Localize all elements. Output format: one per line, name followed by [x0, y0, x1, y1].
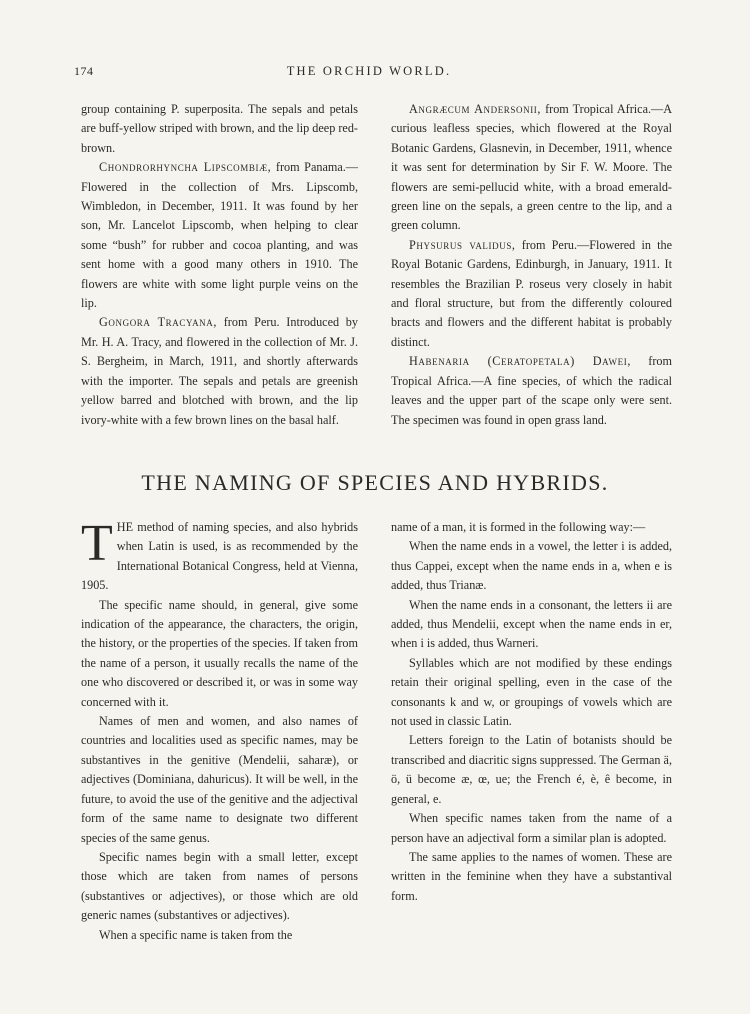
paragraph: Specific names begin with a small letter, except those which are taken from names of persons (substantives or adjectives), or those which are old generic names (substantives or adjectives).	[81, 849, 358, 923]
paragraph-text: from Tropical Africa.—A fine species, of which the radical leaves and the upper part of the scape only were sent. The specimen was found in open grass land.	[391, 354, 672, 427]
species-name: Angræcum Andersonii,	[409, 102, 542, 116]
species-name: Habenaria (Ceratopetala) Dawei,	[409, 354, 631, 369]
paragraph-text: from Panama.—Flowered in the collection of Mrs. Lipscomb, Wimbledon, in December, 1911. It was found by her son, Mr. Lancelot Lipscomb, when helping to clear some “bush” for rubber and cocoa planting, and was sent home with a good many others in 1910. The flowers are white with some light purple veins on the lip.	[81, 160, 358, 311]
top-left-column	[81, 100, 358, 430]
paragraph: name of a man, it is formed in the following way:—	[391, 520, 646, 534]
drop-cap: T	[81, 515, 113, 572]
paragraph: When the name ends in a consonant, the letters ii are added, thus Mendelii, except when the name ends in er, when i is added, thus Warneri.	[391, 597, 672, 651]
page-header	[74, 60, 664, 82]
section-title: THE NAMING OF SPECIES AND HYBRIDS.	[141, 470, 609, 495]
paragraph: When a specific name is taken from the	[99, 927, 293, 942]
paragraph-text: from Peru.—Flowered in the Royal Botanic Gardens, Edinburgh, in January, 1911. It resembles the Brazilian P. roseus very closely in habit and floral structure, but from the differently coloured bracts and flowers and the different habitat is probably distinct.	[391, 237, 673, 349]
paragraph: The specific name should, in general, give some indication of the appearance, the characters, the origin, the history, or the properties of the species. If taken from the name of a person, it usually recalls the name of the one who discovered or described it, or was in some way concerned with it.	[81, 597, 358, 709]
species-name: Chondrorhyncha Lipscombiæ,	[99, 160, 272, 175]
paragraph	[391, 236, 672, 352]
top-right-column	[391, 100, 672, 430]
paragraph	[391, 100, 672, 236]
bottom-right-column	[391, 518, 672, 906]
paragraph: The same applies to the names of women. These are written in the feminine when they have a substantival form.	[391, 849, 672, 903]
bottom-left-column	[81, 515, 358, 945]
paragraph: Letters foreign to the Latin of botanists should be transcribed and diacritic signs suppressed. The German ä, ö, ü become æ, œ, ue; the French é, è, ê become, in general, e.	[391, 733, 673, 806]
species-name: Gongora Tracyana,	[99, 315, 218, 330]
paragraph	[391, 352, 672, 430]
running-title: THE ORCHID WORLD.	[286, 64, 452, 78]
paragraph	[81, 515, 358, 596]
species-name: Physurus validus,	[409, 237, 516, 252]
paragraph: Names of men and women, and also names of countries and localities used as specific names, may be substantives in the genitive (Mendelii, saharæ), or adjectives (Dominiana, dahuricus). It will be well, in the future, to avoid the use of the genitive and the adjectival form of the same name to designate two different species of the same genus.	[81, 714, 358, 845]
paragraph-text: from Tropical Africa.—A curious leafless species, which flowered at the Royal Botanic Gardens, Glasnevin, in December, 1911, whence it was sent for determination by Sir F. W. Moore. The flowers are semi-pellucid white, with a broad emerald-green line on the sepals, a green centre to the lip, and a green column.	[391, 102, 673, 233]
paragraph-text: HE method of naming species, and also hybrids when Latin is used, is as recommended by the International Botanical Congress, held at Vienna, 1905.	[81, 520, 358, 593]
paragraph-text: from Peru. Introduced by Mr. H. A. Tracy, and flowered in the collection of Mr. J. S. Bergheim, in March, 1911, and shortly afterwards with the importer. The sepals and petals are greenish yellow barred and blotched with brown, and the lip ivory-white with a few brown lines on the basal half.	[81, 315, 358, 427]
page-number: 174	[74, 64, 94, 78]
paragraph: group containing P. superposita. The sepals and petals are buff-yellow striped with brown, and the lip deep red-brown.	[81, 102, 358, 155]
paragraph: Syllables which are not modified by these endings retain their original spelling, even in the case of the consonants k and w, or groupings of vowels which are not used in classic Latin.	[391, 655, 672, 729]
paragraph: When specific names taken from the name of a person have an adjectival form a similar plan is adopted.	[391, 811, 672, 845]
paragraph	[81, 158, 358, 313]
paragraph	[81, 313, 358, 429]
paragraph: When the name ends in a vowel, the letter i is added, thus Cappei, except when the name ends in a, when e is added, thus Trianæ.	[391, 539, 672, 593]
